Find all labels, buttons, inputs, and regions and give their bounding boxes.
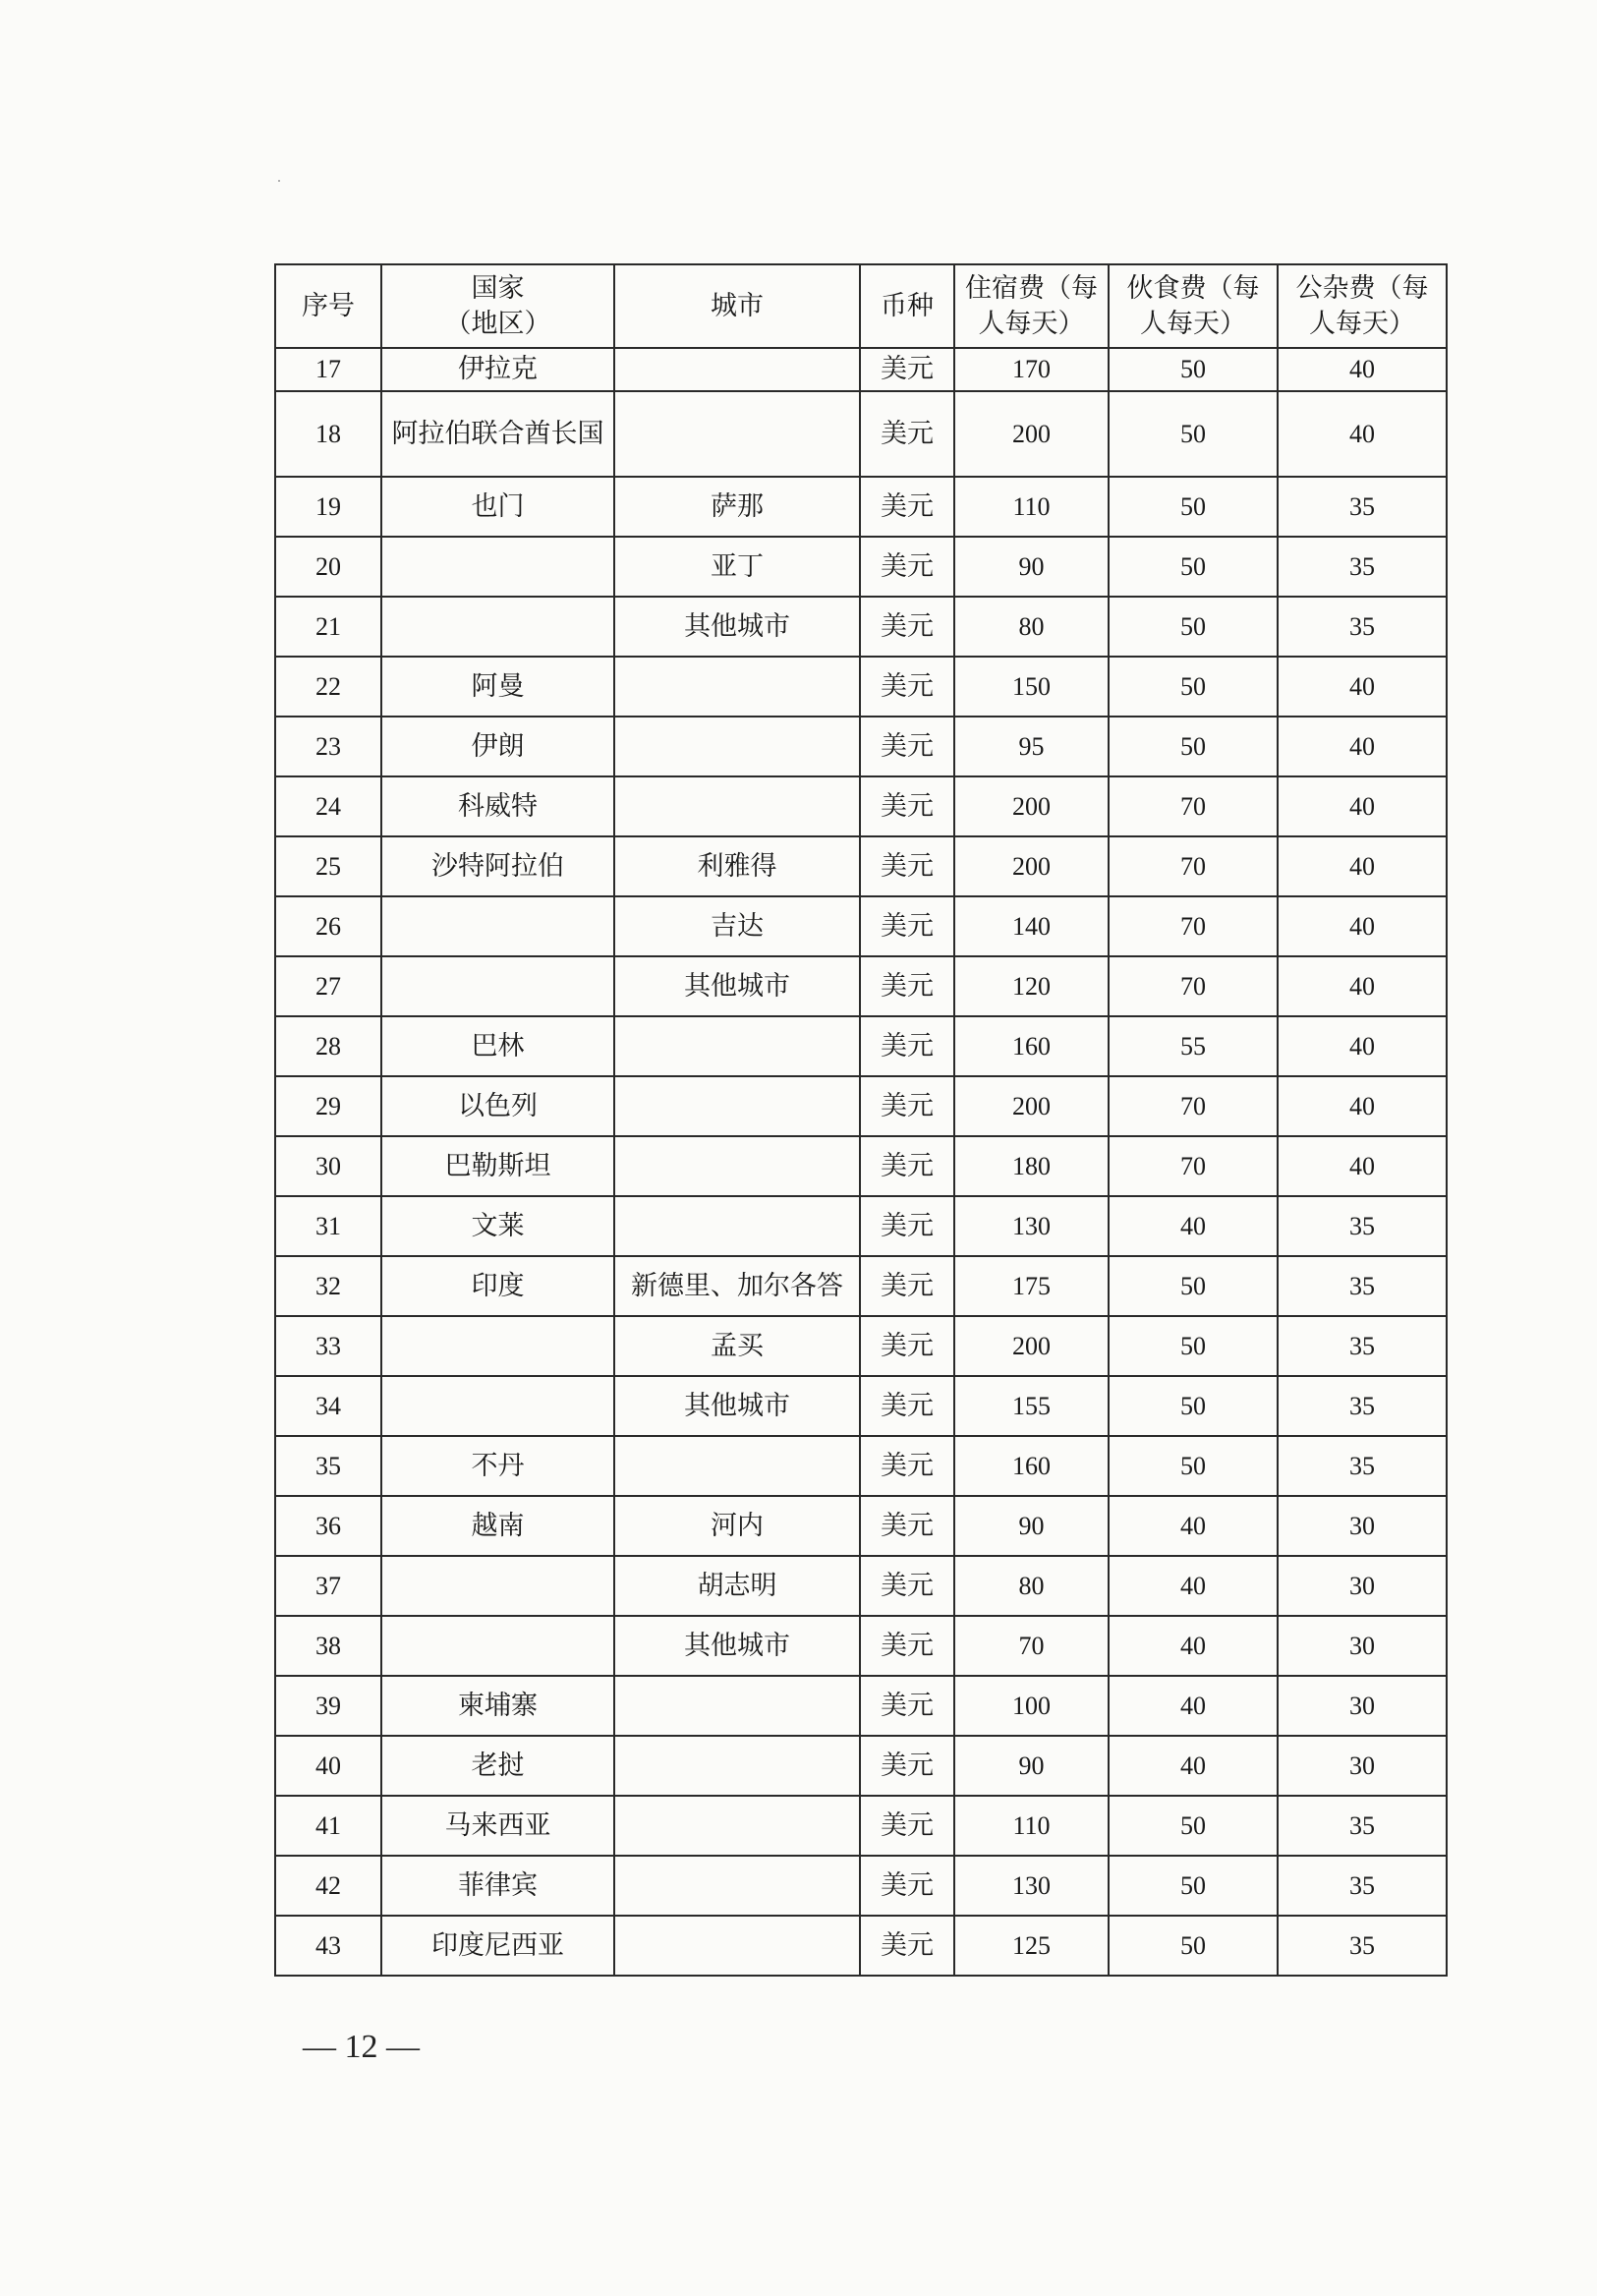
table-row [275,956,1447,1016]
expense-standard-table [274,263,1448,1977]
cell-lodging: 175 [954,1256,1109,1316]
cell-country [381,1316,614,1376]
cell-misc: 40 [1278,717,1447,776]
table-row [275,391,1447,477]
cell-city [614,657,860,717]
cell-misc: 35 [1278,1316,1447,1376]
cell-city: 其他城市 [614,597,860,657]
cell-currency: 美元 [860,1136,954,1196]
cell-country: 以色列 [381,1076,614,1136]
cell-index: 38 [275,1616,381,1676]
cell-index: 31 [275,1196,381,1256]
cell-currency: 美元 [860,477,954,537]
cell-misc: 35 [1278,597,1447,657]
cell-city: 胡志明 [614,1556,860,1616]
cell-country: 文莱 [381,1196,614,1256]
cell-country: 伊拉克 [381,348,614,391]
cell-index: 27 [275,956,381,1016]
cell-misc: 30 [1278,1556,1447,1616]
cell-lodging: 90 [954,537,1109,597]
cell-lodging: 200 [954,776,1109,836]
table-row [275,1436,1447,1496]
table-row [275,1736,1447,1796]
cell-city: 河内 [614,1496,860,1556]
cell-misc: 40 [1278,657,1447,717]
cell-index: 28 [275,1016,381,1076]
page-number: — 12 — [303,2029,420,2065]
table-row [275,1916,1447,1976]
cell-food: 50 [1109,657,1278,717]
cell-misc: 40 [1278,956,1447,1016]
header-index: 序号 [275,264,381,348]
cell-currency: 美元 [860,1916,954,1976]
cell-food: 70 [1109,956,1278,1016]
table-row [275,1796,1447,1856]
cell-city: 新德里、加尔各答 [614,1256,860,1316]
table-row [275,537,1447,597]
header-city: 城市 [614,264,860,348]
cell-index: 19 [275,477,381,537]
cell-country: 伊朗 [381,717,614,776]
cell-city: 其他城市 [614,956,860,1016]
cell-misc: 30 [1278,1496,1447,1556]
cell-lodging: 100 [954,1676,1109,1736]
cell-index: 41 [275,1796,381,1856]
cell-currency: 美元 [860,1316,954,1376]
table-row [275,657,1447,717]
cell-city [614,1856,860,1916]
cell-city [614,776,860,836]
cell-misc: 35 [1278,1436,1447,1496]
cell-country: 沙特阿拉伯 [381,836,614,896]
cell-city [614,1196,860,1256]
cell-misc: 35 [1278,477,1447,537]
table-row [275,1256,1447,1316]
table-row [275,836,1447,896]
cell-currency: 美元 [860,657,954,717]
header-country: 国家 （地区） [381,264,614,348]
cell-lodging: 200 [954,391,1109,477]
cell-index: 21 [275,597,381,657]
cell-city [614,1016,860,1076]
cell-food: 50 [1109,1256,1278,1316]
cell-index: 37 [275,1556,381,1616]
cell-lodging: 200 [954,836,1109,896]
cell-index: 17 [275,348,381,391]
header-currency: 币种 [860,264,954,348]
cell-food: 50 [1109,717,1278,776]
cell-currency: 美元 [860,1016,954,1076]
cell-lodging: 155 [954,1376,1109,1436]
cell-currency: 美元 [860,1196,954,1256]
cell-lodging: 130 [954,1856,1109,1916]
cell-currency: 美元 [860,896,954,956]
cell-lodging: 110 [954,477,1109,537]
cell-currency: 美元 [860,1796,954,1856]
cell-country: 菲律宾 [381,1856,614,1916]
cell-lodging: 90 [954,1736,1109,1796]
cell-misc: 40 [1278,1136,1447,1196]
cell-currency: 美元 [860,597,954,657]
cell-misc: 35 [1278,1916,1447,1976]
cell-lodging: 70 [954,1616,1109,1676]
cell-city: 吉达 [614,896,860,956]
cell-food: 70 [1109,776,1278,836]
cell-country: 柬埔寨 [381,1676,614,1736]
cell-city [614,1796,860,1856]
cell-index: 33 [275,1316,381,1376]
cell-food: 50 [1109,537,1278,597]
cell-country [381,1376,614,1436]
cell-index: 25 [275,836,381,896]
cell-food: 70 [1109,1076,1278,1136]
cell-food: 40 [1109,1196,1278,1256]
cell-misc: 40 [1278,348,1447,391]
cell-food: 50 [1109,1436,1278,1496]
header-misc: 公杂费（每 人每天） [1278,264,1447,348]
table-row [275,597,1447,657]
cell-lodging: 130 [954,1196,1109,1256]
cell-country: 巴林 [381,1016,614,1076]
cell-city: 利雅得 [614,836,860,896]
table-header-row [275,264,1447,348]
cell-country: 马来西亚 [381,1796,614,1856]
cell-index: 42 [275,1856,381,1916]
cell-country [381,537,614,597]
cell-lodging: 200 [954,1316,1109,1376]
cell-food: 40 [1109,1556,1278,1616]
cell-currency: 美元 [860,537,954,597]
cell-misc: 40 [1278,836,1447,896]
cell-food: 50 [1109,597,1278,657]
cell-food: 70 [1109,896,1278,956]
cell-lodging: 110 [954,1796,1109,1856]
cell-misc: 30 [1278,1676,1447,1736]
cell-country: 印度尼西亚 [381,1916,614,1976]
cell-city [614,1916,860,1976]
cell-city: 其他城市 [614,1616,860,1676]
table-row [275,1496,1447,1556]
cell-currency: 美元 [860,1616,954,1676]
table-row [275,1136,1447,1196]
cell-misc: 35 [1278,1856,1447,1916]
cell-food: 70 [1109,1136,1278,1196]
table-row [275,1076,1447,1136]
cell-food: 50 [1109,1856,1278,1916]
table-row [275,1676,1447,1736]
cell-country: 科威特 [381,776,614,836]
cell-country: 老挝 [381,1736,614,1796]
cell-food: 50 [1109,1316,1278,1376]
cell-food: 40 [1109,1496,1278,1556]
cell-index: 20 [275,537,381,597]
cell-city: 孟买 [614,1316,860,1376]
cell-city [614,391,860,477]
table-row [275,348,1447,391]
table-row [275,1856,1447,1916]
cell-food: 70 [1109,836,1278,896]
cell-currency: 美元 [860,776,954,836]
cell-city: 萨那 [614,477,860,537]
table-row [275,1616,1447,1676]
table-row [275,717,1447,776]
cell-lodging: 180 [954,1136,1109,1196]
cell-misc: 30 [1278,1736,1447,1796]
cell-misc: 35 [1278,1256,1447,1316]
cell-index: 26 [275,896,381,956]
cell-city: 其他城市 [614,1376,860,1436]
cell-country: 也门 [381,477,614,537]
cell-currency: 美元 [860,1556,954,1616]
cell-index: 39 [275,1676,381,1736]
cell-currency: 美元 [860,836,954,896]
cell-food: 50 [1109,391,1278,477]
cell-index: 32 [275,1256,381,1316]
cell-lodging: 160 [954,1016,1109,1076]
cell-lodging: 95 [954,717,1109,776]
cell-country [381,896,614,956]
table-row [275,477,1447,537]
cell-index: 30 [275,1136,381,1196]
table-row [275,1556,1447,1616]
table-row [275,1316,1447,1376]
cell-food: 50 [1109,1916,1278,1976]
cell-city: 亚丁 [614,537,860,597]
cell-food: 50 [1109,477,1278,537]
cell-food: 40 [1109,1736,1278,1796]
cell-index: 36 [275,1496,381,1556]
cell-misc: 40 [1278,1016,1447,1076]
cell-currency: 美元 [860,956,954,1016]
cell-city [614,1436,860,1496]
cell-lodging: 200 [954,1076,1109,1136]
cell-index: 35 [275,1436,381,1496]
cell-misc: 30 [1278,1616,1447,1676]
cell-country [381,1616,614,1676]
cell-index: 22 [275,657,381,717]
cell-lodging: 170 [954,348,1109,391]
cell-city [614,1076,860,1136]
cell-lodging: 80 [954,597,1109,657]
table-row [275,1376,1447,1436]
cell-lodging: 80 [954,1556,1109,1616]
cell-lodging: 125 [954,1916,1109,1976]
cell-country: 阿曼 [381,657,614,717]
cell-index: 34 [275,1376,381,1436]
cell-index: 24 [275,776,381,836]
cell-currency: 美元 [860,1076,954,1136]
cell-lodging: 150 [954,657,1109,717]
cell-food: 40 [1109,1676,1278,1736]
cell-food: 50 [1109,348,1278,391]
cell-currency: 美元 [860,1376,954,1436]
cell-misc: 40 [1278,776,1447,836]
cell-index: 29 [275,1076,381,1136]
cell-city [614,1736,860,1796]
cell-currency: 美元 [860,1496,954,1556]
cell-food: 55 [1109,1016,1278,1076]
cell-currency: 美元 [860,717,954,776]
cell-misc: 40 [1278,1076,1447,1136]
cell-country: 越南 [381,1496,614,1556]
cell-index: 18 [275,391,381,477]
cell-city [614,1676,860,1736]
cell-currency: 美元 [860,348,954,391]
cell-currency: 美元 [860,391,954,477]
cell-lodging: 90 [954,1496,1109,1556]
cell-currency: 美元 [860,1256,954,1316]
header-food: 伙食费（每 人每天） [1109,264,1278,348]
cell-country [381,1556,614,1616]
cell-misc: 35 [1278,1376,1447,1436]
cell-misc: 40 [1278,391,1447,477]
cell-misc: 35 [1278,1196,1447,1256]
cell-food: 50 [1109,1376,1278,1436]
table-row [275,1016,1447,1076]
table-row [275,776,1447,836]
cell-misc: 35 [1278,537,1447,597]
cell-country [381,597,614,657]
cell-currency: 美元 [860,1676,954,1736]
cell-city [614,1136,860,1196]
cell-index: 23 [275,717,381,776]
cell-misc: 40 [1278,896,1447,956]
cell-index: 43 [275,1916,381,1976]
cell-currency: 美元 [860,1436,954,1496]
cell-country: 巴勒斯坦 [381,1136,614,1196]
cell-country: 阿拉伯联合酋长国 [381,391,614,477]
cell-city [614,717,860,776]
cell-food: 50 [1109,1796,1278,1856]
cell-lodging: 120 [954,956,1109,1016]
cell-index: 40 [275,1736,381,1796]
cell-city [614,348,860,391]
cell-currency: 美元 [860,1736,954,1796]
cell-lodging: 140 [954,896,1109,956]
table-row [275,896,1447,956]
scan-speck [278,180,280,182]
cell-country: 不丹 [381,1436,614,1496]
cell-lodging: 160 [954,1436,1109,1496]
cell-food: 40 [1109,1616,1278,1676]
table-row [275,1196,1447,1256]
header-lodging: 住宿费（每 人每天） [954,264,1109,348]
cell-misc: 35 [1278,1796,1447,1856]
cell-country: 印度 [381,1256,614,1316]
cell-currency: 美元 [860,1856,954,1916]
cell-country [381,956,614,1016]
